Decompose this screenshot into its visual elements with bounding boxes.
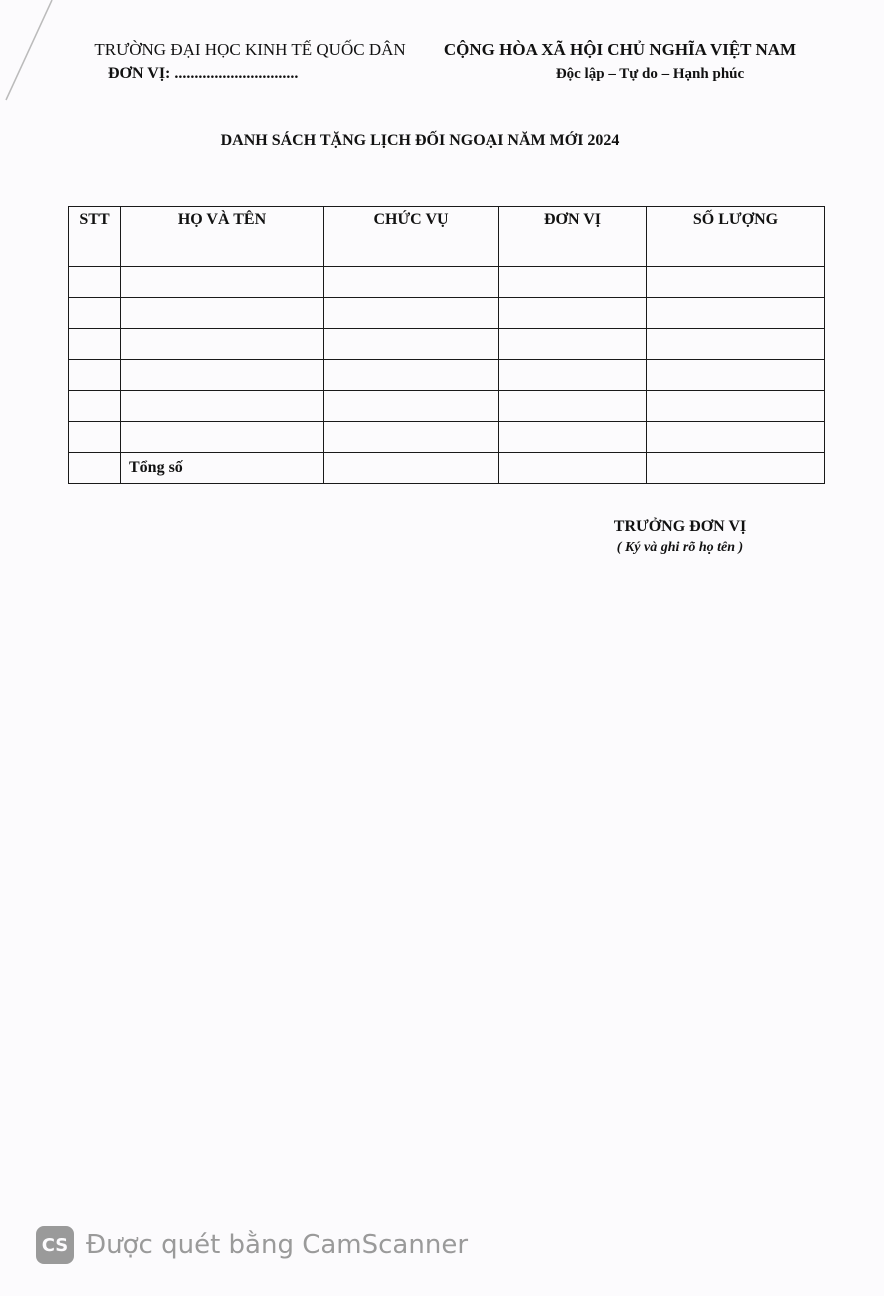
table-cell[interactable]	[499, 267, 647, 298]
unit-label: ĐƠN VỊ: ...............................	[108, 65, 299, 82]
table-cell[interactable]	[69, 298, 121, 329]
table-cell[interactable]	[69, 360, 121, 391]
header-position: CHỨC VỤ	[324, 207, 499, 267]
total-label: Tổng số	[121, 453, 324, 484]
table-cell	[69, 453, 121, 484]
table-cell[interactable]	[324, 453, 499, 484]
institution-name: TRƯỜNG ĐẠI HỌC KINH TẾ QUỐC DÂN	[94, 40, 406, 59]
table-cell[interactable]	[121, 391, 324, 422]
nation-name: CỘNG HÒA XÃ HỘI CHỦ NGHĨA VIỆT NAM	[443, 40, 797, 59]
header-left	[70, 38, 430, 86]
table-row	[69, 360, 825, 391]
national-motto: Độc lập – Tự do – Hạnh phúc	[555, 66, 745, 82]
table-cell[interactable]	[121, 329, 324, 360]
table-row	[69, 298, 825, 329]
table-cell[interactable]	[499, 360, 647, 391]
table-cell[interactable]	[121, 360, 324, 391]
total-quantity-cell[interactable]	[647, 453, 825, 484]
header-unit: ĐƠN VỊ	[499, 207, 647, 267]
table-cell[interactable]	[647, 360, 825, 391]
watermark-text: Được quét bằng CamScanner	[86, 1230, 469, 1260]
table-cell[interactable]	[324, 391, 499, 422]
table-cell[interactable]	[499, 422, 647, 453]
scanner-watermark	[36, 1226, 468, 1264]
table-cell[interactable]	[69, 422, 121, 453]
signer-role: TRƯỞNG ĐƠN VỊ	[613, 518, 747, 535]
signature-block	[560, 516, 800, 558]
document-title: DANH SÁCH TẶNG LỊCH ĐỐI NGOẠI NĂM MỚI 2024	[220, 132, 620, 149]
table-row	[69, 422, 825, 453]
table-header-row	[69, 207, 825, 267]
table-cell[interactable]	[324, 267, 499, 298]
table-cell[interactable]	[647, 422, 825, 453]
signature-note: ( Ký và ghi rõ họ tên )	[616, 540, 744, 555]
table-cell[interactable]	[69, 329, 121, 360]
table-cell[interactable]	[324, 422, 499, 453]
table-cell[interactable]	[69, 267, 121, 298]
table-row	[69, 267, 825, 298]
table-cell[interactable]	[647, 391, 825, 422]
table-cell[interactable]	[499, 391, 647, 422]
recipient-table	[68, 206, 825, 484]
table-cell[interactable]	[324, 298, 499, 329]
table-cell[interactable]	[499, 329, 647, 360]
table-cell[interactable]	[69, 391, 121, 422]
header-stt: STT	[69, 207, 121, 267]
table-cell[interactable]	[647, 267, 825, 298]
page-fold-mark	[0, 0, 60, 110]
camscanner-logo-icon: CS	[36, 1226, 74, 1264]
table-cell[interactable]	[499, 298, 647, 329]
table-row	[69, 329, 825, 360]
header-quantity: SỐ LƯỢNG	[647, 207, 825, 267]
table-row	[69, 391, 825, 422]
table-cell[interactable]	[499, 453, 647, 484]
table-cell[interactable]	[121, 422, 324, 453]
header-full-name: HỌ VÀ TÊN	[121, 207, 324, 267]
header-right	[430, 38, 810, 86]
table-cell[interactable]	[324, 329, 499, 360]
table-cell[interactable]	[121, 298, 324, 329]
total-row	[69, 453, 825, 484]
table-cell[interactable]	[647, 298, 825, 329]
table-cell[interactable]	[324, 360, 499, 391]
table-cell[interactable]	[121, 267, 324, 298]
table-cell[interactable]	[647, 329, 825, 360]
